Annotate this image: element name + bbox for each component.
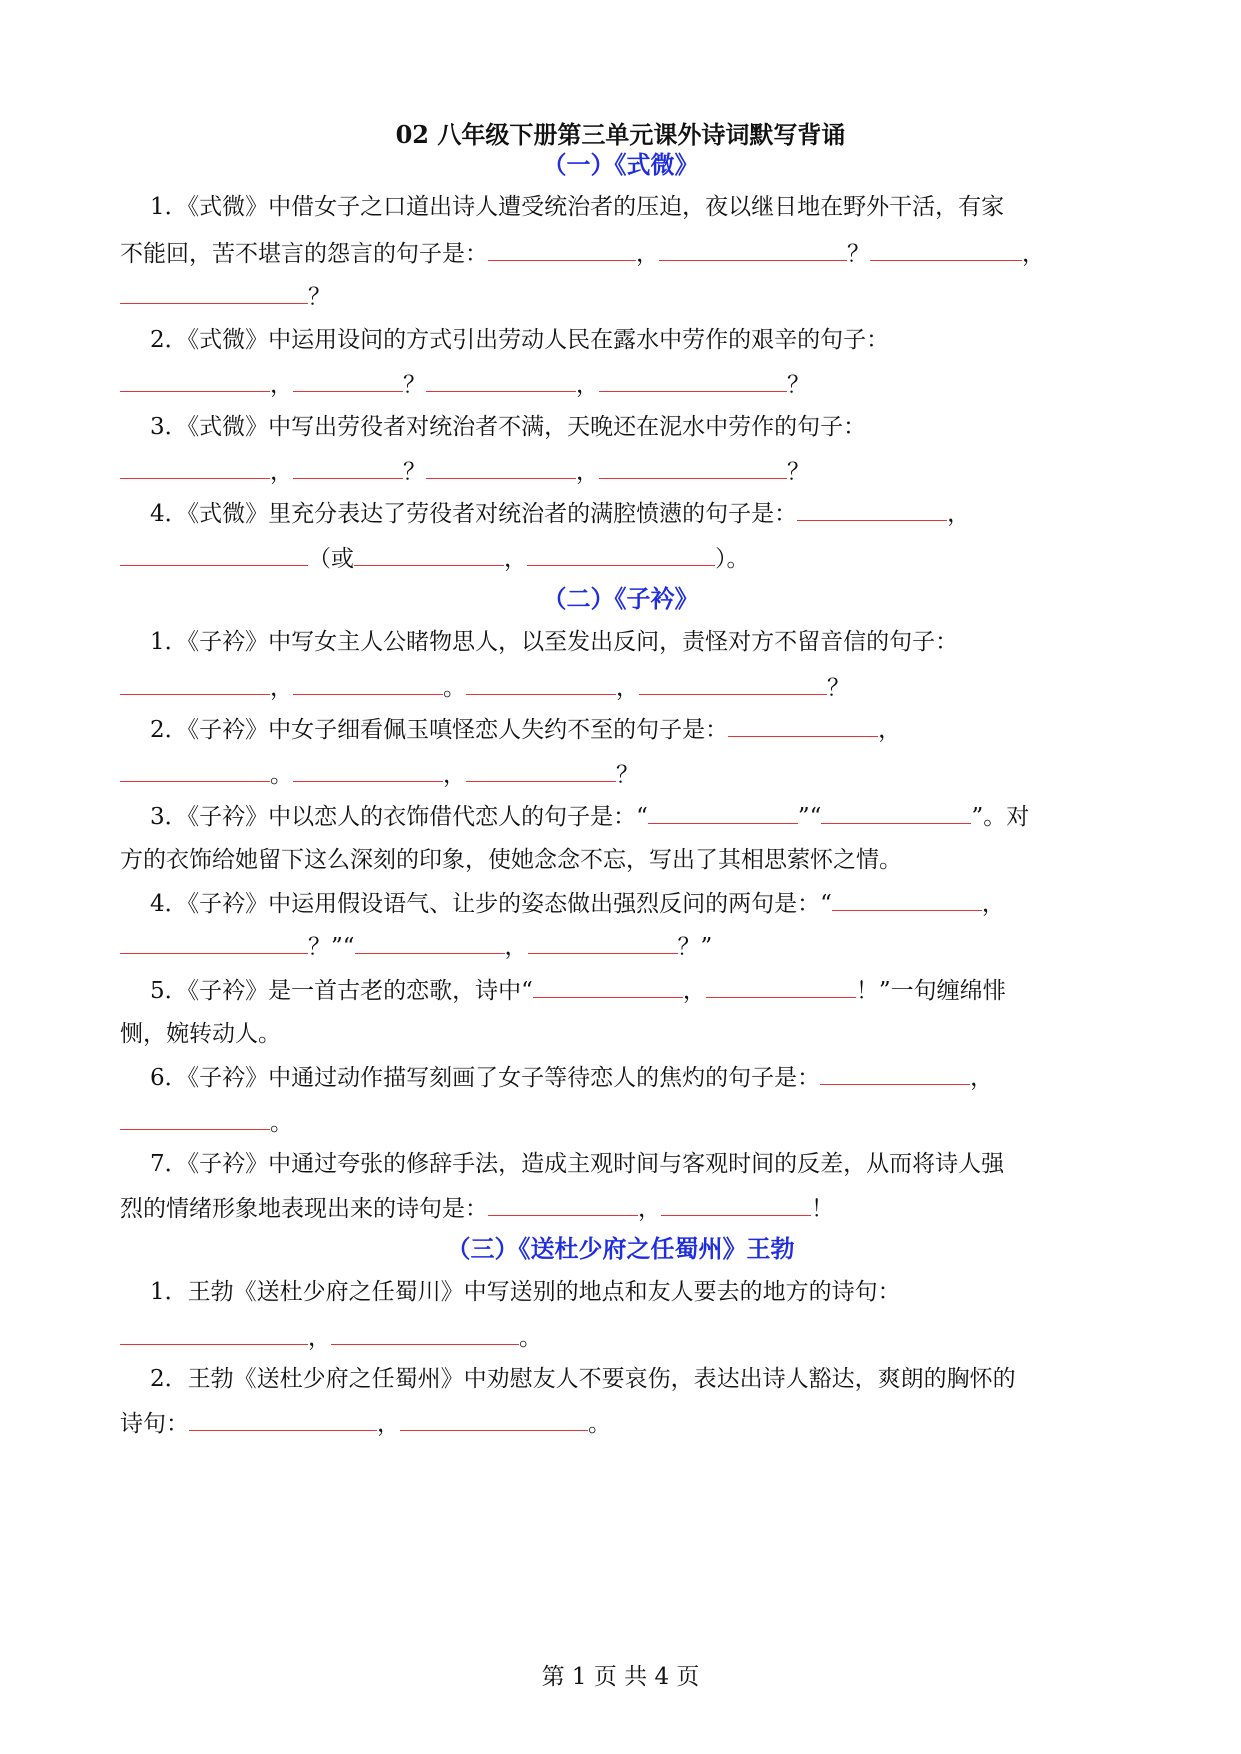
question-text: ， [576, 459, 599, 485]
question-text: 《子衿》中写女主人公睹物思人，以至发出反问，责怪对方不留音信的句子： [187, 629, 959, 655]
answer-blank[interactable] [400, 1406, 588, 1431]
question-text: 。 [270, 1110, 293, 1136]
answer-blank[interactable] [293, 757, 443, 782]
question-text: ， [377, 1411, 400, 1437]
question-number: 4． [150, 891, 188, 917]
question-line [120, 1191, 834, 1226]
answer-blank[interactable] [120, 670, 270, 695]
question-text: ， [504, 934, 528, 960]
answer-blank[interactable] [528, 929, 678, 954]
question-text: 不能回，苦不堪言的怨言的句子是： [120, 241, 488, 267]
question-line [120, 757, 639, 792]
question-line [150, 886, 1005, 921]
question-text: （或 [308, 546, 354, 572]
question-text: 《式微》中借女子之口道出诗人遭受统治者的压迫，夜以继日地在野外干活，有家 [187, 194, 1005, 220]
answer-blank[interactable] [120, 1320, 308, 1345]
page-footer: 第 1 页 共 4 页 [541, 1664, 700, 1690]
answer-blank[interactable] [820, 1060, 970, 1085]
answer-blank[interactable] [599, 367, 787, 392]
question-number: 1． [150, 1279, 188, 1305]
answer-blank[interactable] [120, 1105, 270, 1130]
question-text: ？ [847, 241, 870, 267]
answer-blank[interactable] [120, 541, 308, 566]
answer-blank[interactable] [466, 757, 616, 782]
question-number: 2． [150, 717, 188, 743]
answer-blank[interactable] [797, 496, 947, 521]
answer-blank[interactable] [527, 541, 715, 566]
answer-blank[interactable] [355, 929, 505, 954]
answer-blank[interactable] [120, 279, 308, 304]
question-text: 诗句： [120, 1411, 189, 1437]
answer-blank[interactable] [659, 236, 847, 261]
question-text: ？”“ [308, 934, 355, 960]
question-line [150, 190, 1004, 224]
answer-blank[interactable] [599, 454, 787, 479]
question-number: 6． [150, 1065, 188, 1091]
question-text: 《式微》里充分表达了劳役者对统治者的满腔愤懑的句子是： [187, 501, 798, 527]
question-number: 5． [150, 978, 188, 1004]
question-text: ”。对 [971, 804, 1030, 830]
question-text: 《子衿》中通过动作描写刻画了女子等待恋人的焦灼的句子是： [187, 1065, 821, 1091]
answer-blank[interactable] [466, 670, 616, 695]
question-text: ， [970, 1065, 994, 1091]
question-text: 《式微》中写出劳役者对统治者不满，天晚还在泥水中劳作的句子： [187, 414, 867, 440]
answer-blank[interactable] [293, 367, 403, 392]
question-number: 3． [150, 414, 188, 440]
question-text: ， [616, 675, 639, 701]
question-line [120, 1105, 293, 1140]
question-text: ， [270, 459, 293, 485]
section-heading: （一）《式微》 [542, 150, 699, 179]
question-text: 恻，婉转动人。 [120, 1021, 281, 1047]
question-text: 王勃《送杜少府之任蜀州》中劝慰友人不要哀伤，表达出诗人豁达，爽朗的胸怀的 [187, 1366, 1016, 1392]
answer-blank[interactable] [661, 1191, 811, 1216]
question-text: ？ [616, 762, 639, 788]
question-line [150, 410, 866, 444]
question-text: ？ [827, 675, 850, 701]
question-text: ？ [403, 459, 426, 485]
answer-blank[interactable] [821, 799, 971, 824]
question-text: 。 [588, 1411, 611, 1437]
question-text: ？ [403, 372, 426, 398]
question-text: 《子衿》中运用假设语气、让步的姿态做出强烈反问的两句是：“ [187, 891, 832, 917]
question-number: 4． [150, 501, 188, 527]
question-line [120, 1017, 281, 1051]
question-line [120, 1406, 611, 1441]
question-text: 《子衿》中通过夸张的修辞手法，造成主观时间与客观时间的反差，从而将诗人强 [187, 1151, 1005, 1177]
question-text: 。 [519, 1325, 542, 1351]
question-text: 王勃《送杜少府之任蜀川》中写送别的地点和友人要去的地方的诗句： [187, 1279, 901, 1305]
answer-blank[interactable] [331, 1320, 519, 1345]
answer-blank[interactable] [120, 454, 270, 479]
question-text: 《子衿》中以恋人的衣饰借代恋人的句子是：“ [187, 804, 648, 830]
question-line [120, 541, 750, 576]
question-text: ）。 [715, 546, 750, 572]
answer-blank[interactable] [189, 1406, 377, 1431]
answer-blank[interactable] [120, 929, 308, 954]
question-text: 《子衿》中女子细看佩玉嗔怪恋人失约不至的句子是： [187, 717, 729, 743]
answer-blank[interactable] [120, 757, 270, 782]
question-line [150, 799, 1029, 834]
question-line [120, 929, 712, 964]
question-text: ”“ [797, 804, 822, 830]
answer-blank[interactable] [426, 454, 576, 479]
answer-blank[interactable] [293, 670, 443, 695]
answer-blank[interactable] [488, 1191, 638, 1216]
question-line [150, 712, 901, 747]
question-line [120, 843, 902, 877]
question-line [120, 279, 331, 314]
question-text: ， [504, 546, 527, 572]
question-line [150, 625, 958, 659]
answer-blank[interactable] [426, 367, 576, 392]
question-text: 。 [270, 762, 293, 788]
question-text: ？” [677, 934, 713, 960]
question-number: 2． [150, 327, 188, 353]
question-line [150, 1362, 1016, 1396]
question-line [120, 1320, 542, 1355]
question-line [120, 670, 850, 705]
section-heading: （二）《子衿》 [542, 584, 699, 613]
section-heading: （三）《送杜少府之任蜀州》王勃 [446, 1234, 795, 1263]
question-line [120, 236, 1045, 271]
question-number: 1． [150, 194, 188, 220]
question-text: ， [308, 1325, 331, 1351]
question-text: 方的衣饰给她留下这么深刻的印象，使她念念不忘，写出了其相思萦怀之情。 [120, 847, 902, 873]
question-line [150, 1060, 993, 1095]
question-text: 。 [443, 675, 466, 701]
document-title: 02 八年级下册第三单元课外诗词默写背诵 [395, 120, 846, 149]
question-text: ？ [787, 372, 810, 398]
answer-blank[interactable] [706, 973, 856, 998]
question-text: ！”一句缠绵悱 [855, 978, 1006, 1004]
question-text: ， [1022, 241, 1045, 267]
question-line [150, 973, 1006, 1008]
question-number: 1． [150, 629, 188, 655]
answer-blank[interactable] [728, 712, 878, 737]
question-line [120, 367, 810, 402]
answer-blank[interactable] [870, 236, 1022, 261]
question-text: 《式微》中运用设问的方式引出劳动人民在露水中劳作的艰辛的句子： [187, 327, 890, 353]
answer-blank[interactable] [533, 973, 683, 998]
question-line [150, 1147, 1004, 1181]
question-text: ， [443, 762, 466, 788]
question-line [150, 323, 889, 357]
question-text: ， [981, 891, 1005, 917]
question-number: 7． [150, 1151, 188, 1177]
question-text: ， [270, 372, 293, 398]
question-line [150, 1275, 901, 1309]
question-text: ， [638, 1196, 661, 1222]
question-number: 3． [150, 804, 188, 830]
answer-blank[interactable] [293, 454, 403, 479]
question-text: ？ [787, 459, 810, 485]
question-text: 《子衿》是一首古老的恋歌，诗中“ [187, 978, 533, 1004]
question-text: ， [682, 978, 706, 1004]
answer-blank[interactable] [639, 670, 827, 695]
question-text: ， [878, 717, 902, 743]
question-text: ， [576, 372, 599, 398]
answer-blank[interactable] [354, 541, 504, 566]
question-text: ， [947, 501, 971, 527]
answer-blank[interactable] [488, 236, 636, 261]
question-number: 2． [150, 1366, 188, 1392]
question-text: ， [636, 241, 659, 267]
question-text: ， [270, 675, 293, 701]
answer-blank[interactable] [648, 799, 798, 824]
question-text: ！ [811, 1196, 834, 1222]
answer-blank[interactable] [120, 367, 270, 392]
answer-blank[interactable] [832, 886, 982, 911]
question-text: 烈的情绪形象地表现出来的诗句是： [120, 1196, 488, 1222]
question-line [150, 496, 970, 531]
question-text: ？ [308, 284, 331, 310]
question-line [120, 454, 810, 489]
